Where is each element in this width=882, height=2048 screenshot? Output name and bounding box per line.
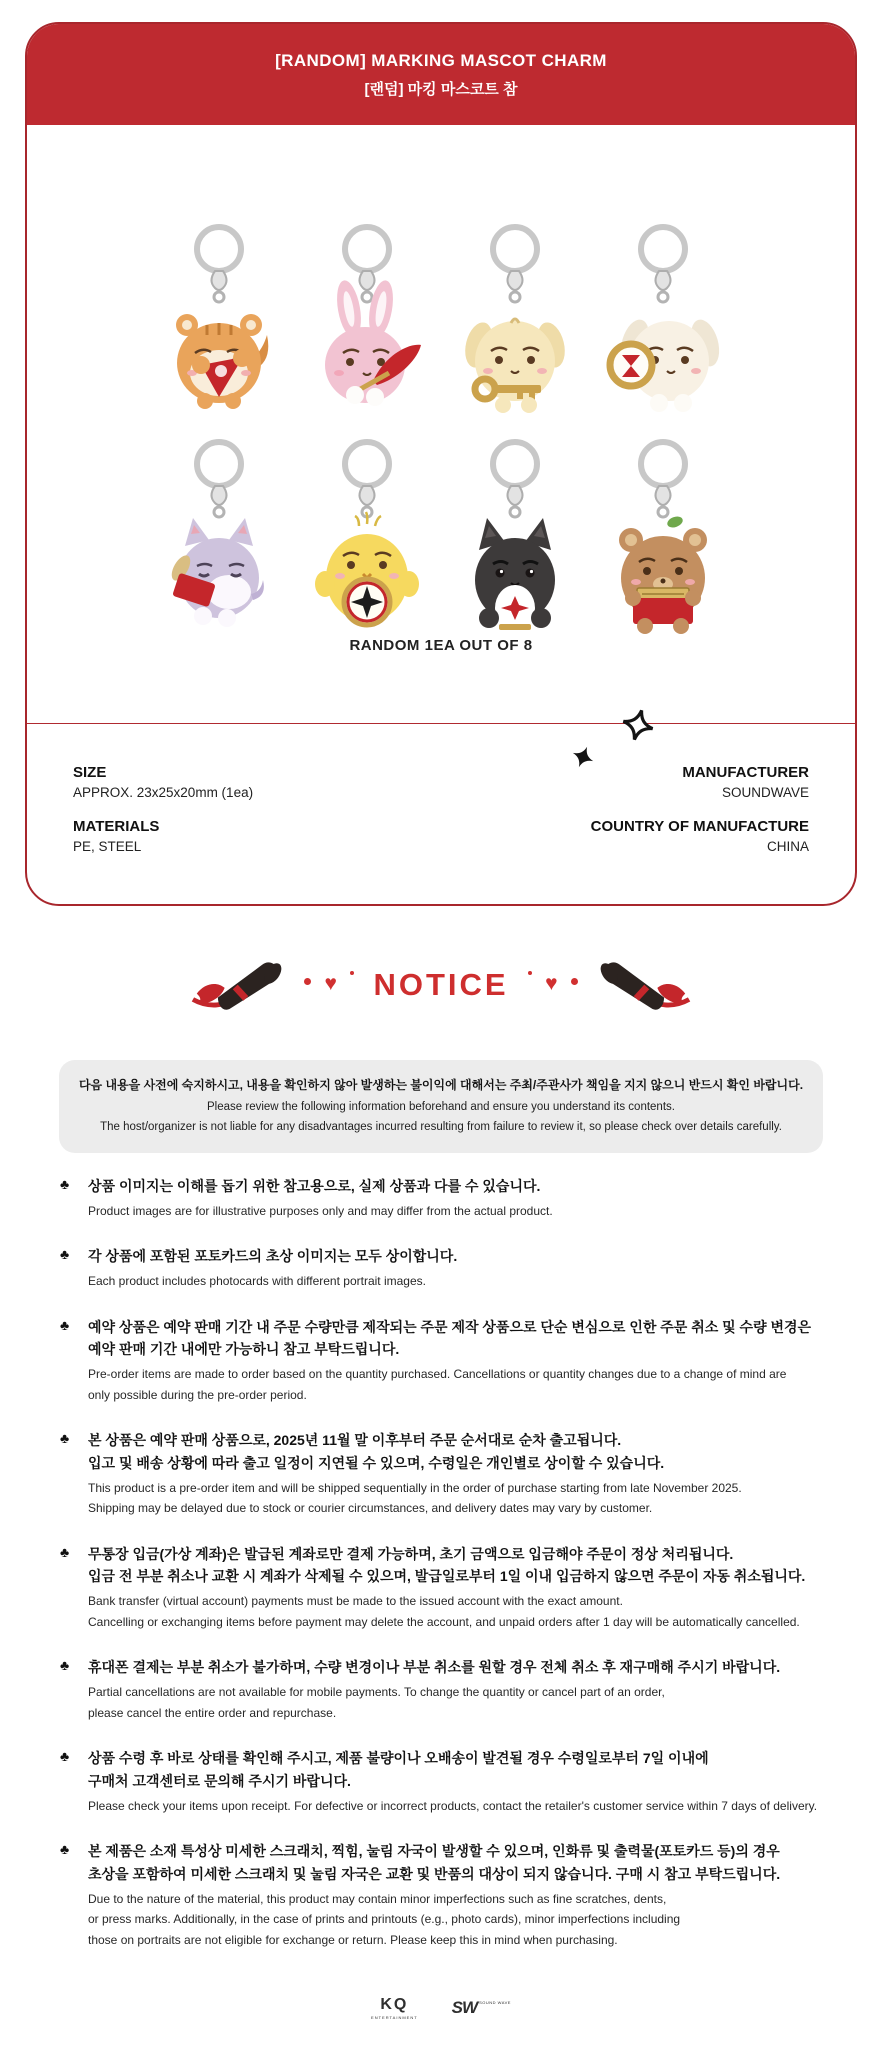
heart-icon: ♥	[545, 971, 558, 995]
country-value: CHINA	[766, 839, 809, 854]
paw-bullet-icon: ♣	[60, 1841, 70, 1858]
random-note: RANDOM 1EA OUT OF 8	[349, 637, 533, 654]
notice-kr-line: 무통장 입금(가상 계좌)은 발급된 계좌로만 결제 가능하며, 초기 금액으로 입금해야 주문이 정상 처리됩니다.	[88, 1545, 734, 1562]
notice-kr-line: 본 제품은 소재 특성상 미세한 스크래치, 찍힘, 눌림 자국이 발생할 수 있으며, 인화류 및 출력물(포토카드 등)의 경우	[88, 1843, 780, 1860]
notice-kr-line: 입금 전 부분 취소나 교환 시 계좌가 삭제될 수 있으며, 발급일로부터 1일 이내 입금하지 않으면 주문이 자동 취소됩니다.	[88, 1568, 806, 1585]
brown-bear-charm-icon	[589, 428, 737, 643]
notice-kr-line: 구매처 고객센터로 문의해 주시기 바랍니다.	[88, 1772, 351, 1789]
manufacturer-label: MANUFACTURER	[682, 764, 809, 781]
red-dot-small-icon	[528, 971, 533, 976]
notice-kr-line: 각 상품에 포함된 포토카드의 초상 이미지는 모두 상이합니다.	[88, 1248, 458, 1265]
paw-bullet-icon: ♣	[60, 1175, 70, 1192]
notice-intro-korean: 다음 내용을 사전에 숙지하시고, 내용을 확인하지 않아 발생하는 불이익에 대해서는 주최/주관사가 책임을 지지 않으니 반드시 확인 바랍니다.	[78, 1078, 804, 1092]
notice-list	[60, 1175, 822, 1950]
notice-en-line: or press marks. Additionally, in the case of prints and printouts (e.g., photo cards), minor imperfections including	[88, 1912, 681, 1927]
size-label: SIZE	[73, 764, 107, 781]
red-dot-icon	[571, 978, 578, 985]
notice-item-5	[60, 1543, 822, 1633]
notice-item-7	[60, 1747, 822, 1816]
horn-ribbon-right-icon	[591, 955, 691, 1015]
notice-en-line: Please check your items upon receipt. For defective or incorrect products, contact the retailer's customer service within 7 days of delivery.	[88, 1798, 818, 1813]
yellow-chick-charm-icon	[293, 428, 441, 643]
kq-entertainment-logo	[371, 1996, 418, 2020]
notice-kr-line: 상품 수령 후 바로 상태를 확인해 주시고, 제품 불량이나 오배송이 발견될 경우 수령일로부터 7일 이내에	[88, 1750, 709, 1767]
notice-header	[0, 954, 882, 1016]
notice-kr-line: 초상을 포함하여 미세한 스크래치 및 눌림 자국은 교환 및 반품의 대상이 되지 않습니다. 구매 시 참고 부탁드립니다.	[88, 1865, 781, 1882]
notice-item-2	[60, 1245, 822, 1291]
charm-orange-squirrel	[145, 213, 293, 428]
notice-en-line: Due to the nature of the material, this product may contain minor imperfections such as fine scratches, dents,	[88, 1891, 667, 1906]
materials-label: MATERIALS	[73, 818, 160, 835]
product-info-area	[27, 724, 855, 904]
lavender-cat-charm-icon	[145, 428, 293, 643]
product-title-korean: [랜덤] 마킹 마스코트 참	[364, 80, 518, 98]
charm-image-area	[27, 125, 855, 724]
product-card	[25, 22, 857, 906]
soundwave-logo-text: SW	[451, 1998, 478, 2018]
size-value: APPROX. 23x25x20mm (1ea)	[73, 785, 254, 800]
footer-logos	[0, 1996, 882, 2020]
charm-black-cat	[441, 428, 589, 643]
notice-kr-line: 입고 및 배송 상황에 따라 출고 일정이 지연될 수 있으며, 수령일은 개인별로 상이할 수 있습니다.	[88, 1454, 665, 1471]
charm-row-bottom	[27, 428, 855, 643]
notice-item-4	[60, 1429, 822, 1519]
notice-en-line: only possible during the pre-order period.	[88, 1387, 307, 1402]
heart-icon: ♥	[324, 971, 337, 995]
charm-cream-puppy	[441, 213, 589, 428]
notice-en-line: Partial cancellations are not available for mobile payments. To change the quantity or cancel part of an order,	[88, 1685, 665, 1700]
paw-bullet-icon: ♣	[60, 1543, 70, 1560]
orange-squirrel-charm-icon	[145, 213, 293, 428]
notice-en-line: please cancel the entire order and repurchase.	[88, 1705, 337, 1720]
charm-row-top	[27, 213, 855, 428]
kq-logo-subtext: ENTERTAINMENT	[371, 2015, 418, 2021]
notice-kr-line: 본 상품은 예약 판매 상품으로, 2025년 11월 말 이후부터 주문 순서대로 순차 출고됩니다.	[88, 1432, 622, 1449]
horn-ribbon-left-icon	[191, 955, 291, 1015]
cream-puppy-charm-icon	[441, 213, 589, 428]
charm-yellow-chick	[293, 428, 441, 643]
charm-white-puppy	[589, 213, 737, 428]
paw-bullet-icon: ♣	[60, 1316, 70, 1333]
paw-bullet-icon: ♣	[60, 1246, 70, 1263]
pink-rabbit-charm-icon	[293, 213, 441, 428]
notice-en-line: Shipping may be delayed due to stock or courier circumstances, and delivery dates may vary by customer.	[88, 1501, 653, 1516]
manufacturer-block	[591, 764, 809, 800]
soundwave-logo	[452, 1998, 511, 2018]
red-dot-icon	[304, 978, 311, 985]
manufacturer-value: SOUNDWAVE	[721, 785, 809, 800]
paw-bullet-icon: ♣	[60, 1657, 70, 1674]
notice-kr-line: 예약 판매 기간 내에만 가능하니 참고 부탁드립니다.	[88, 1341, 400, 1358]
country-block	[591, 818, 809, 854]
notice-en-line: Each product includes photocards with different portrait images.	[88, 1273, 426, 1288]
notice-intro-english-1: Please review the following information beforehand and ensure you understand its contents.	[207, 1100, 675, 1113]
notice-en-line: Product images are for illustrative purposes only and may differ from the actual product.	[88, 1203, 553, 1218]
size-block	[73, 764, 253, 800]
charm-lavender-cat	[145, 428, 293, 643]
notice-kr-line: 상품 이미지는 이해를 돕기 위한 참고용으로, 실제 상품과 다를 수 있습니다.	[88, 1177, 541, 1194]
charm-brown-bear	[589, 428, 737, 643]
materials-block	[73, 818, 253, 854]
charm-pink-rabbit	[293, 213, 441, 428]
product-card-header	[27, 24, 855, 125]
red-dot-small-icon	[350, 971, 355, 976]
notice-en-line: Pre-order items are made to order based on the quantity purchased. Cancellations or quantity changes due to a change of mind are	[88, 1366, 787, 1381]
sparkle-outline-icon	[621, 708, 655, 742]
country-label: COUNTRY OF MANUFACTURE	[590, 818, 809, 835]
notice-en-line: Bank transfer (virtual account) payments must be made to the issued account with the exact amount.	[88, 1594, 623, 1609]
notice-title: NOTICE	[373, 967, 509, 1002]
sparkle-filled-icon	[572, 746, 594, 768]
materials-value: PE, STEEL	[73, 839, 142, 854]
paw-bullet-icon: ♣	[60, 1748, 70, 1765]
white-puppy-charm-icon	[589, 213, 737, 428]
notice-kr-line: 예약 상품은 예약 판매 기간 내 주문 수량만큼 제작되는 주문 제작 상품으로 단순 변심으로 인한 주문 취소 및 수량 변경은	[88, 1318, 812, 1335]
kq-logo-text: KQ	[380, 1996, 409, 2014]
soundwave-logo-subtext: SOUND WAVE	[479, 2000, 511, 2006]
notice-item-8	[60, 1840, 822, 1950]
info-right-column	[591, 764, 809, 904]
black-cat-charm-icon	[441, 428, 589, 643]
notice-en-line: This product is a pre-order item and will be shipped sequentially in the order of purchase starting from late November 2025.	[88, 1480, 742, 1495]
info-left-column	[73, 764, 253, 904]
notice-intro-english-2: The host/organizer is not liable for any disadvantages incurred resulting from failure to review it, so please check over details carefully.	[100, 1121, 782, 1134]
notice-item-6	[60, 1656, 822, 1723]
notice-intro-box	[59, 1060, 823, 1153]
paw-bullet-icon: ♣	[60, 1430, 70, 1447]
notice-item-3	[60, 1316, 822, 1406]
notice-kr-line: 휴대폰 결제는 부분 취소가 불가하며, 수량 변경이나 부분 취소를 원할 경우 전체 취소 후 재구매해 주시기 바랍니다.	[88, 1659, 781, 1676]
notice-item-1	[60, 1175, 822, 1221]
product-title: [RANDOM] MARKING MASCOT CHARM	[275, 50, 607, 70]
notice-en-line: those on portraits are not eligible for exchange or return. Please keep this in mind when purchasing.	[88, 1932, 618, 1947]
notice-en-line: Cancelling or exchanging items before payment may delete the account, and unpaid orders after 1 day will be automatically cancelled.	[88, 1614, 800, 1629]
